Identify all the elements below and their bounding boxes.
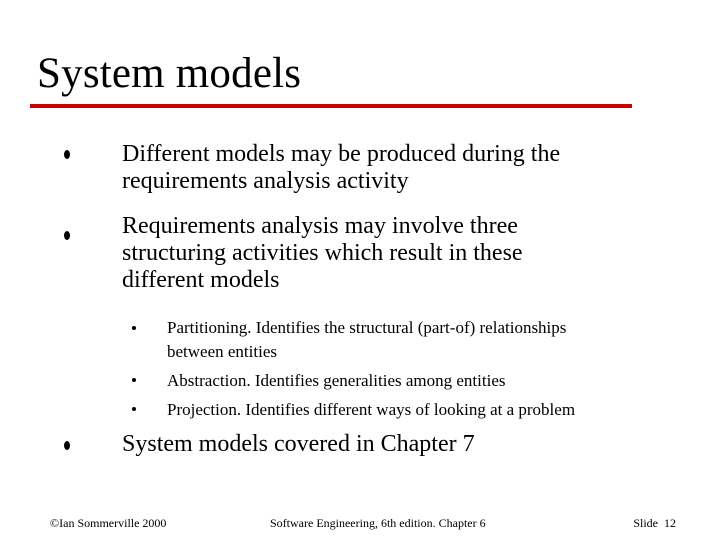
title-underline	[30, 104, 632, 108]
bullet-dot	[64, 441, 70, 450]
sub-bullet-text-line: Projection. Identifies different ways of looking at a problem	[167, 400, 576, 419]
bullet-text-line: Different models may be produced during the	[122, 141, 561, 167]
footer-copyright: ©Ian Sommerville 2000	[50, 516, 167, 530]
sub-bullet-text-line: Partitioning. Identifies the structural (part-of) relationships	[167, 318, 567, 337]
sub-bullet-text-line: Abstraction. Identifies generalities among entities	[167, 371, 506, 390]
sub-bullet-dot	[132, 407, 136, 411]
bullet-item	[122, 431, 662, 458]
sub-bullet-text-line: between entities	[167, 342, 277, 361]
bullet-item	[122, 141, 662, 195]
bullet-text-line: Requirements analysis may involve three	[122, 213, 518, 239]
footer-book-title: Software Engineering, 6th edition. Chapter 6	[270, 516, 486, 530]
sub-bullet-item	[167, 369, 667, 393]
sub-bullet-dot	[132, 378, 136, 382]
bullet-text-line: different models	[122, 267, 280, 293]
bullet-item	[122, 213, 662, 294]
bullet-text-line: structuring activities which result in these	[122, 240, 523, 266]
footer-slide-number: Slide 12	[633, 516, 676, 530]
sub-bullet-item	[167, 316, 667, 364]
bullet-text-line: requirements analysis activity	[122, 168, 409, 194]
slide-title: System models	[37, 50, 302, 97]
bullet-text-line: System models covered in Chapter 7	[122, 431, 475, 457]
bullet-dot	[64, 150, 70, 159]
bullet-dot	[64, 231, 70, 240]
sub-bullet-dot	[132, 326, 136, 330]
sub-bullet-item	[167, 398, 667, 422]
